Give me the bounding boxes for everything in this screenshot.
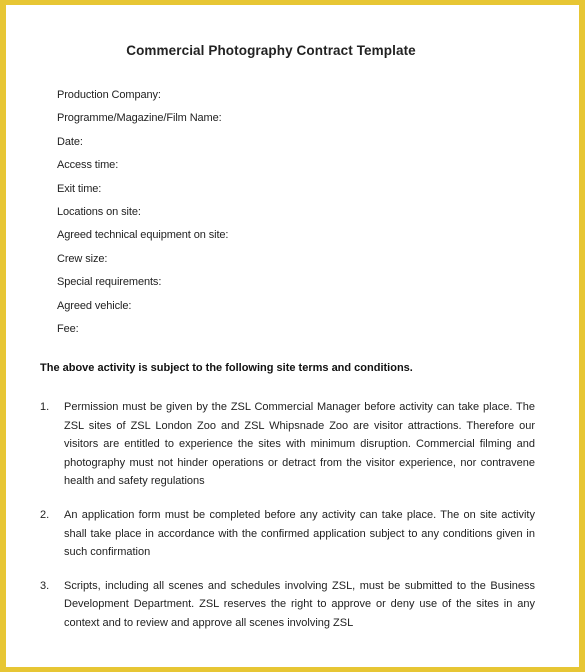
contract-fields xyxy=(57,89,228,346)
field-special-requirements: Special requirements: xyxy=(57,276,162,289)
field-agreed-vehicle: Agreed vehicle: xyxy=(57,299,132,312)
term-number: 2. xyxy=(40,508,50,521)
field-date: Date: xyxy=(57,135,83,148)
field-access-time: Access time: xyxy=(57,159,119,172)
terms-list xyxy=(40,398,535,633)
terms-heading: The above activity is subject to the following site terms and conditions. xyxy=(40,362,413,374)
term-number: 3. xyxy=(40,579,50,592)
term-item xyxy=(40,577,535,633)
term-item xyxy=(40,398,535,491)
term-text: Permission must be given by the ZSL Commercial Manager before activity can take place. The ZSL sites of ZSL London Zoo and ZSL Whipsnade Zoo are visitor attractions. Therefore our visitors are entitled to experience the sites with minimum disruption. Commercial filming and photography must not hinder operations or detract from the visitor experience, nor contravene health and safety regulations xyxy=(64,401,535,488)
term-text: An application form must be completed before any activity can take place. The on site activity shall take place in accordance with the confirmed application subject to any conditions given in such confirmation xyxy=(64,508,535,559)
term-number: 1. xyxy=(40,401,50,413)
field-locations: Locations on site: xyxy=(57,205,141,218)
field-production-company: Production Company: xyxy=(57,89,161,101)
bottom-fade xyxy=(6,633,579,667)
document-page xyxy=(6,5,579,667)
field-equipment: Agreed technical equipment on site: xyxy=(57,229,229,242)
document-title: Commercial Photography Contract Template xyxy=(126,43,416,58)
field-crew-size: Crew size: xyxy=(57,252,108,265)
term-text: Scripts, including all scenes and schedules involving ZSL, must be submitted to the Business Development Department. ZSL reserves the right to approve or deny use of the sites in any context and to review and approve all scenes involving ZSL xyxy=(64,579,535,629)
field-fee: Fee: xyxy=(57,322,79,335)
field-programme-name: Programme/Magazine/Film Name: xyxy=(57,112,222,125)
field-exit-time: Exit time: xyxy=(57,182,102,195)
term-item xyxy=(40,506,535,562)
